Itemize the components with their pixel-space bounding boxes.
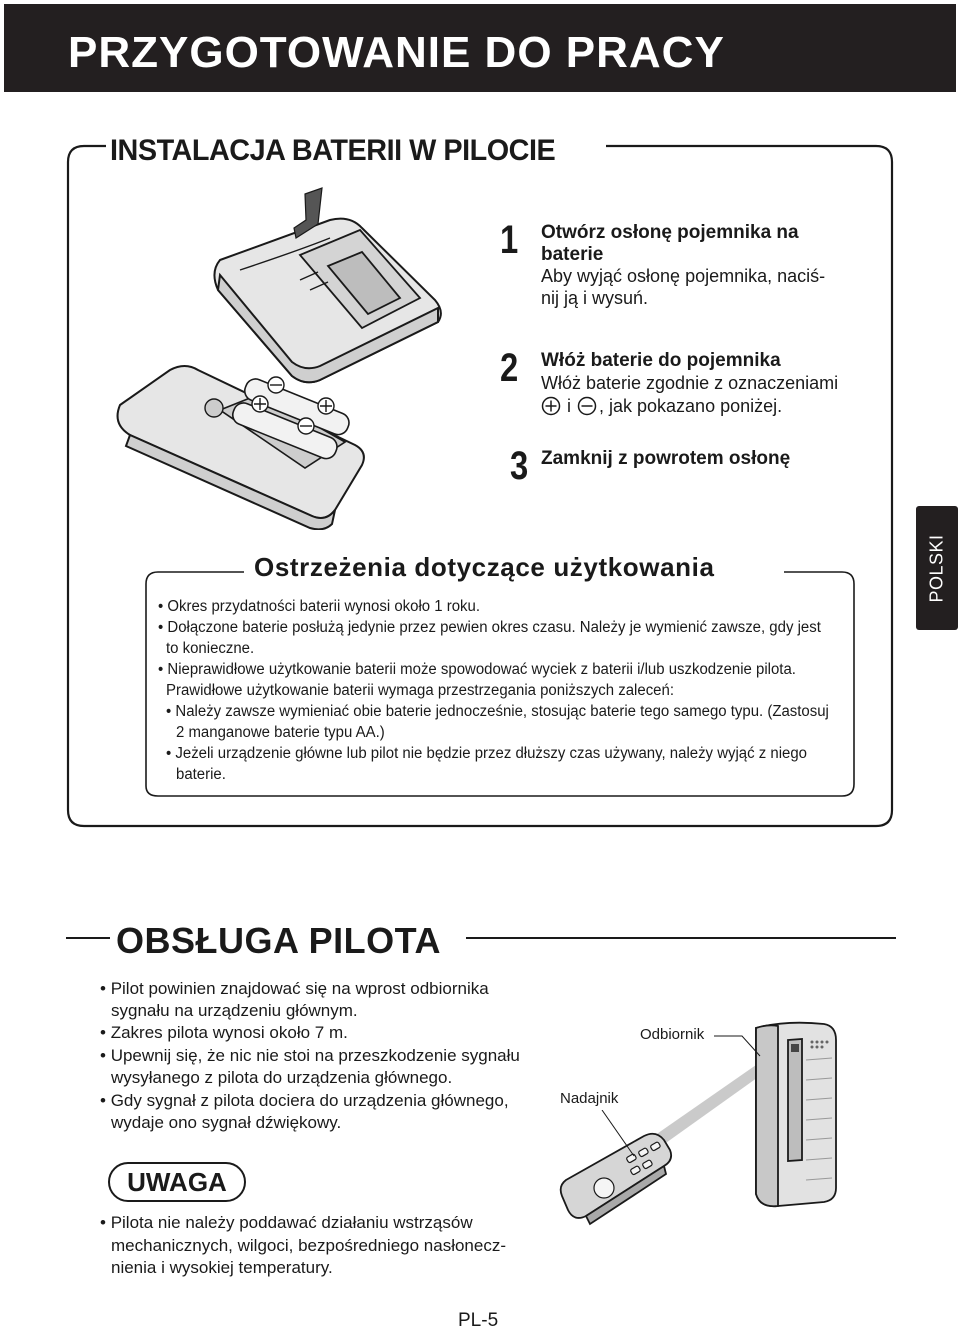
note-line-2: mechanicznych, wilgoci, bezpośredniego nasłonecz- [111,1236,506,1255]
warning-line-1: • Okres przydatności baterii wynosi około 1 roku. [158,598,480,615]
step-2-connector-text: i [567,396,571,416]
note-badge-label: UWAGA [127,1166,227,1197]
page-number: PL-5 [458,1310,499,1331]
warning-line-9: baterie. [176,766,226,783]
transmitter-leader-line [600,1110,640,1160]
warnings-title: Ostrzeżenia dotyczące użytkowania [248,552,721,583]
warning-line-2: • Dołączone baterie posłużą jedynie przez pewien okres czasu. Należy je wymienić zawsze, gdy jest [158,619,821,636]
remote-line-1: • Pilot powinien znajdować się na wprost odbiornika [100,979,489,998]
battery-section-title: INSTALACJA BATERII W PILOCIE [110,134,563,168]
note-line-3: nienia i wysokiej temperatury. [111,1258,333,1277]
plus-polarity-icon [541,396,561,416]
warning-line-4: • Nieprawidłowe użytkowanie baterii może spowodować wyciek z baterii i/lub uszkodzenie pilota. [158,661,796,678]
note-line-1: • Pilota nie należy poddawać działaniu wstrząsów [100,1213,473,1232]
remote-line-5: wysyłanego z pilota do urządzenia głównego. [111,1068,453,1087]
step-2-title: Włóż baterie do pojemnika [541,350,781,371]
language-tab-label: POLSKI [926,533,947,603]
step-1-number: 1 [500,218,519,262]
page-title: PRZYGOTOWANIE DO PRACY [68,28,725,77]
step-2-body-line-2 [541,395,881,417]
remote-line-3: • Zakres pilota wynosi około 7 m. [100,1023,348,1042]
transmitter-label: Nadajnik [560,1090,619,1107]
receiver-label: Odbiornik [640,1026,705,1043]
step-1-title-line-2: baterie [541,244,604,265]
remote-section-title: OBSŁUGA PILOTA [116,920,451,962]
warning-line-3: to konieczne. [166,640,255,657]
remote-line-7: wydaje ono sygnał dźwiękowy. [111,1113,342,1132]
step-2-body-line-1: Włóż baterie zgodnie z oznaczeniami [541,373,839,393]
step-1-title-line-1: Otwórz osłonę pojemnika na [541,222,799,243]
remote-line-2: sygnału na urządzeniu głównym. [111,1001,358,1020]
step-1-body-line-1: Aby wyjąć osłonę pojemnika, naciś- [541,266,826,286]
step-2-tail-text: , jak pokazano poniżej. [599,396,783,416]
remote-section-corner [66,936,70,996]
step-3-number: 3 [510,444,529,488]
warning-line-8: • Jeżeli urządzenie główne lub pilot nie będzie przez dłuższy czas używany, należy wyjąć z niego [166,745,807,762]
remote-battery-illustration [100,180,490,530]
warning-line-5: Prawidłowe użytkowanie baterii wymaga przestrzegania poniższych zaleceń: [166,682,674,699]
step-1-body-line-2: nij ją i wysuń. [541,288,649,308]
remote-line-4: • Upewnij się, że nic nie stoi na przeszkodzenie sygnału [100,1046,520,1065]
step-2-number: 2 [500,346,519,390]
receiver-leader-line [714,1034,762,1060]
warning-line-6: • Należy zawsze wymieniać obie baterie jednocześnie, stosując baterie tego samego typu. (Zastosuj [166,703,829,720]
step-3-title: Zamknij z powrotem osłonę [541,448,791,469]
warning-line-7: 2 manganowe baterie typu AA.) [176,724,385,741]
remote-line-6: • Gdy sygnał z pilota dociera do urządzenia głównego, [100,1091,509,1110]
minus-polarity-icon [577,396,597,416]
